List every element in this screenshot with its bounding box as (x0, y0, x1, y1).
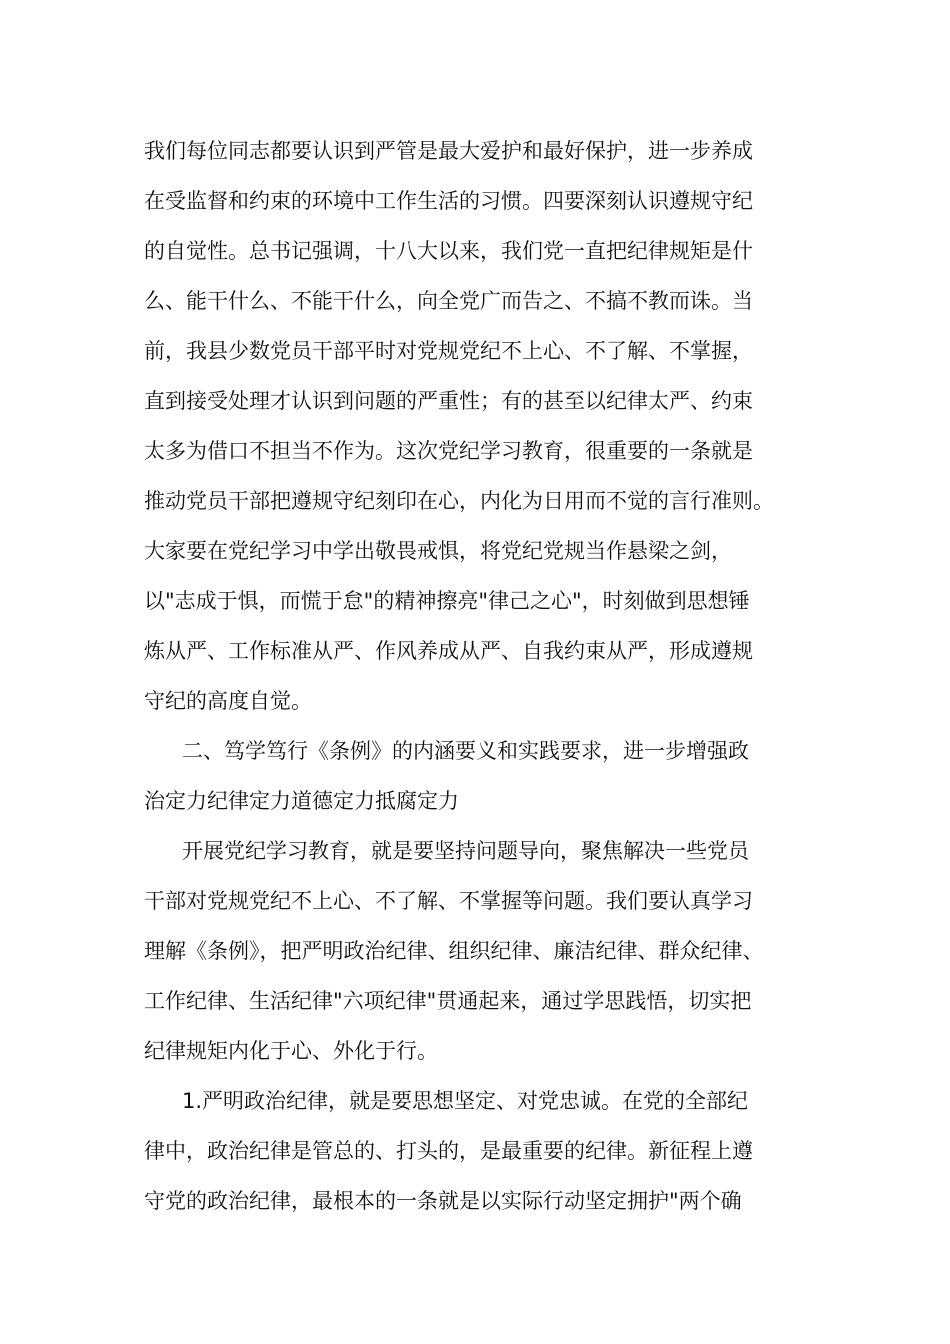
text-line: 在受监督和约束的环境中工作生活的习惯。四要深刻认识遵规守纪 (144, 189, 753, 213)
text-line: 推动党员干部把遵规守纪刻印在心，内化为日用而不觉的言行准则。 (144, 489, 774, 513)
text-line: 我们每位同志都要认识到严管是最大爱护和最好保护，进一步养成 (144, 139, 753, 163)
text-line: 炼从严、工作标准从严、作风养成从严、自我约束从严，形成遵规 (144, 639, 753, 663)
text-line: 的自觉性。总书记强调，十八大以来，我们党一直把纪律规矩是什 (144, 239, 753, 263)
text-line: 以"志成于惧，而慌于怠"的精神擦亮"律己之心"，时刻做到思想锤 (144, 589, 750, 613)
text-line: 么、能干什么、不能干什么，向全党广而告之、不搞不教而诛。当 (144, 289, 753, 313)
text-line: 守纪的高度自觉。 (144, 689, 312, 713)
text-line: 纪律规矩内化于心、外化于行。 (144, 1039, 438, 1063)
text-line: 大家要在党纪学习中学出敬畏戒惧，将党纪党规当作悬梁之剑， (144, 539, 732, 563)
text-line: 1.严明政治纪律，就是要思想坚定、对党忠诚。在党的全部纪 (182, 1089, 749, 1113)
text-line: 直到接受处理才认识到问题的严重性；有的甚至以纪律太严、约束 (144, 389, 753, 413)
text-line: 太多为借口不担当不作为。这次党纪学习教育，很重要的一条就是 (144, 439, 753, 463)
text-line: 干部对党规党纪不上心、不了解、不掌握等问题。我们要认真学习 (144, 889, 753, 913)
document-body (144, 126, 824, 1226)
text-line: 守党的政治纪律，最根本的一条就是以实际行动坚定拥护"两个确 (144, 1189, 742, 1213)
text-line: 理解《条例》，把严明政治纪律、组织纪律、廉洁纪律、群众纪律、 (144, 939, 764, 963)
text-line: 二、笃学笃行《条例》的内涵要义和实践要求，进一步增强政 (182, 739, 749, 763)
text-line: 律中，政治纪律是管总的、打头的，是最重要的纪律。新征程上遵 (144, 1139, 753, 1163)
text-line: 工作纪律、生活纪律"六项纪律"贯通起来，通过学思践悟，切实把 (144, 989, 752, 1013)
text-line: 开展党纪学习教育，就是要坚持问题导向，聚焦解决一些党员 (182, 839, 749, 863)
text-line: 前，我县少数党员干部平时对党规党纪不上心、不了解、不掌握， (144, 339, 753, 363)
text-line: 治定力纪律定力道德定力抵腐定力 (144, 789, 459, 813)
